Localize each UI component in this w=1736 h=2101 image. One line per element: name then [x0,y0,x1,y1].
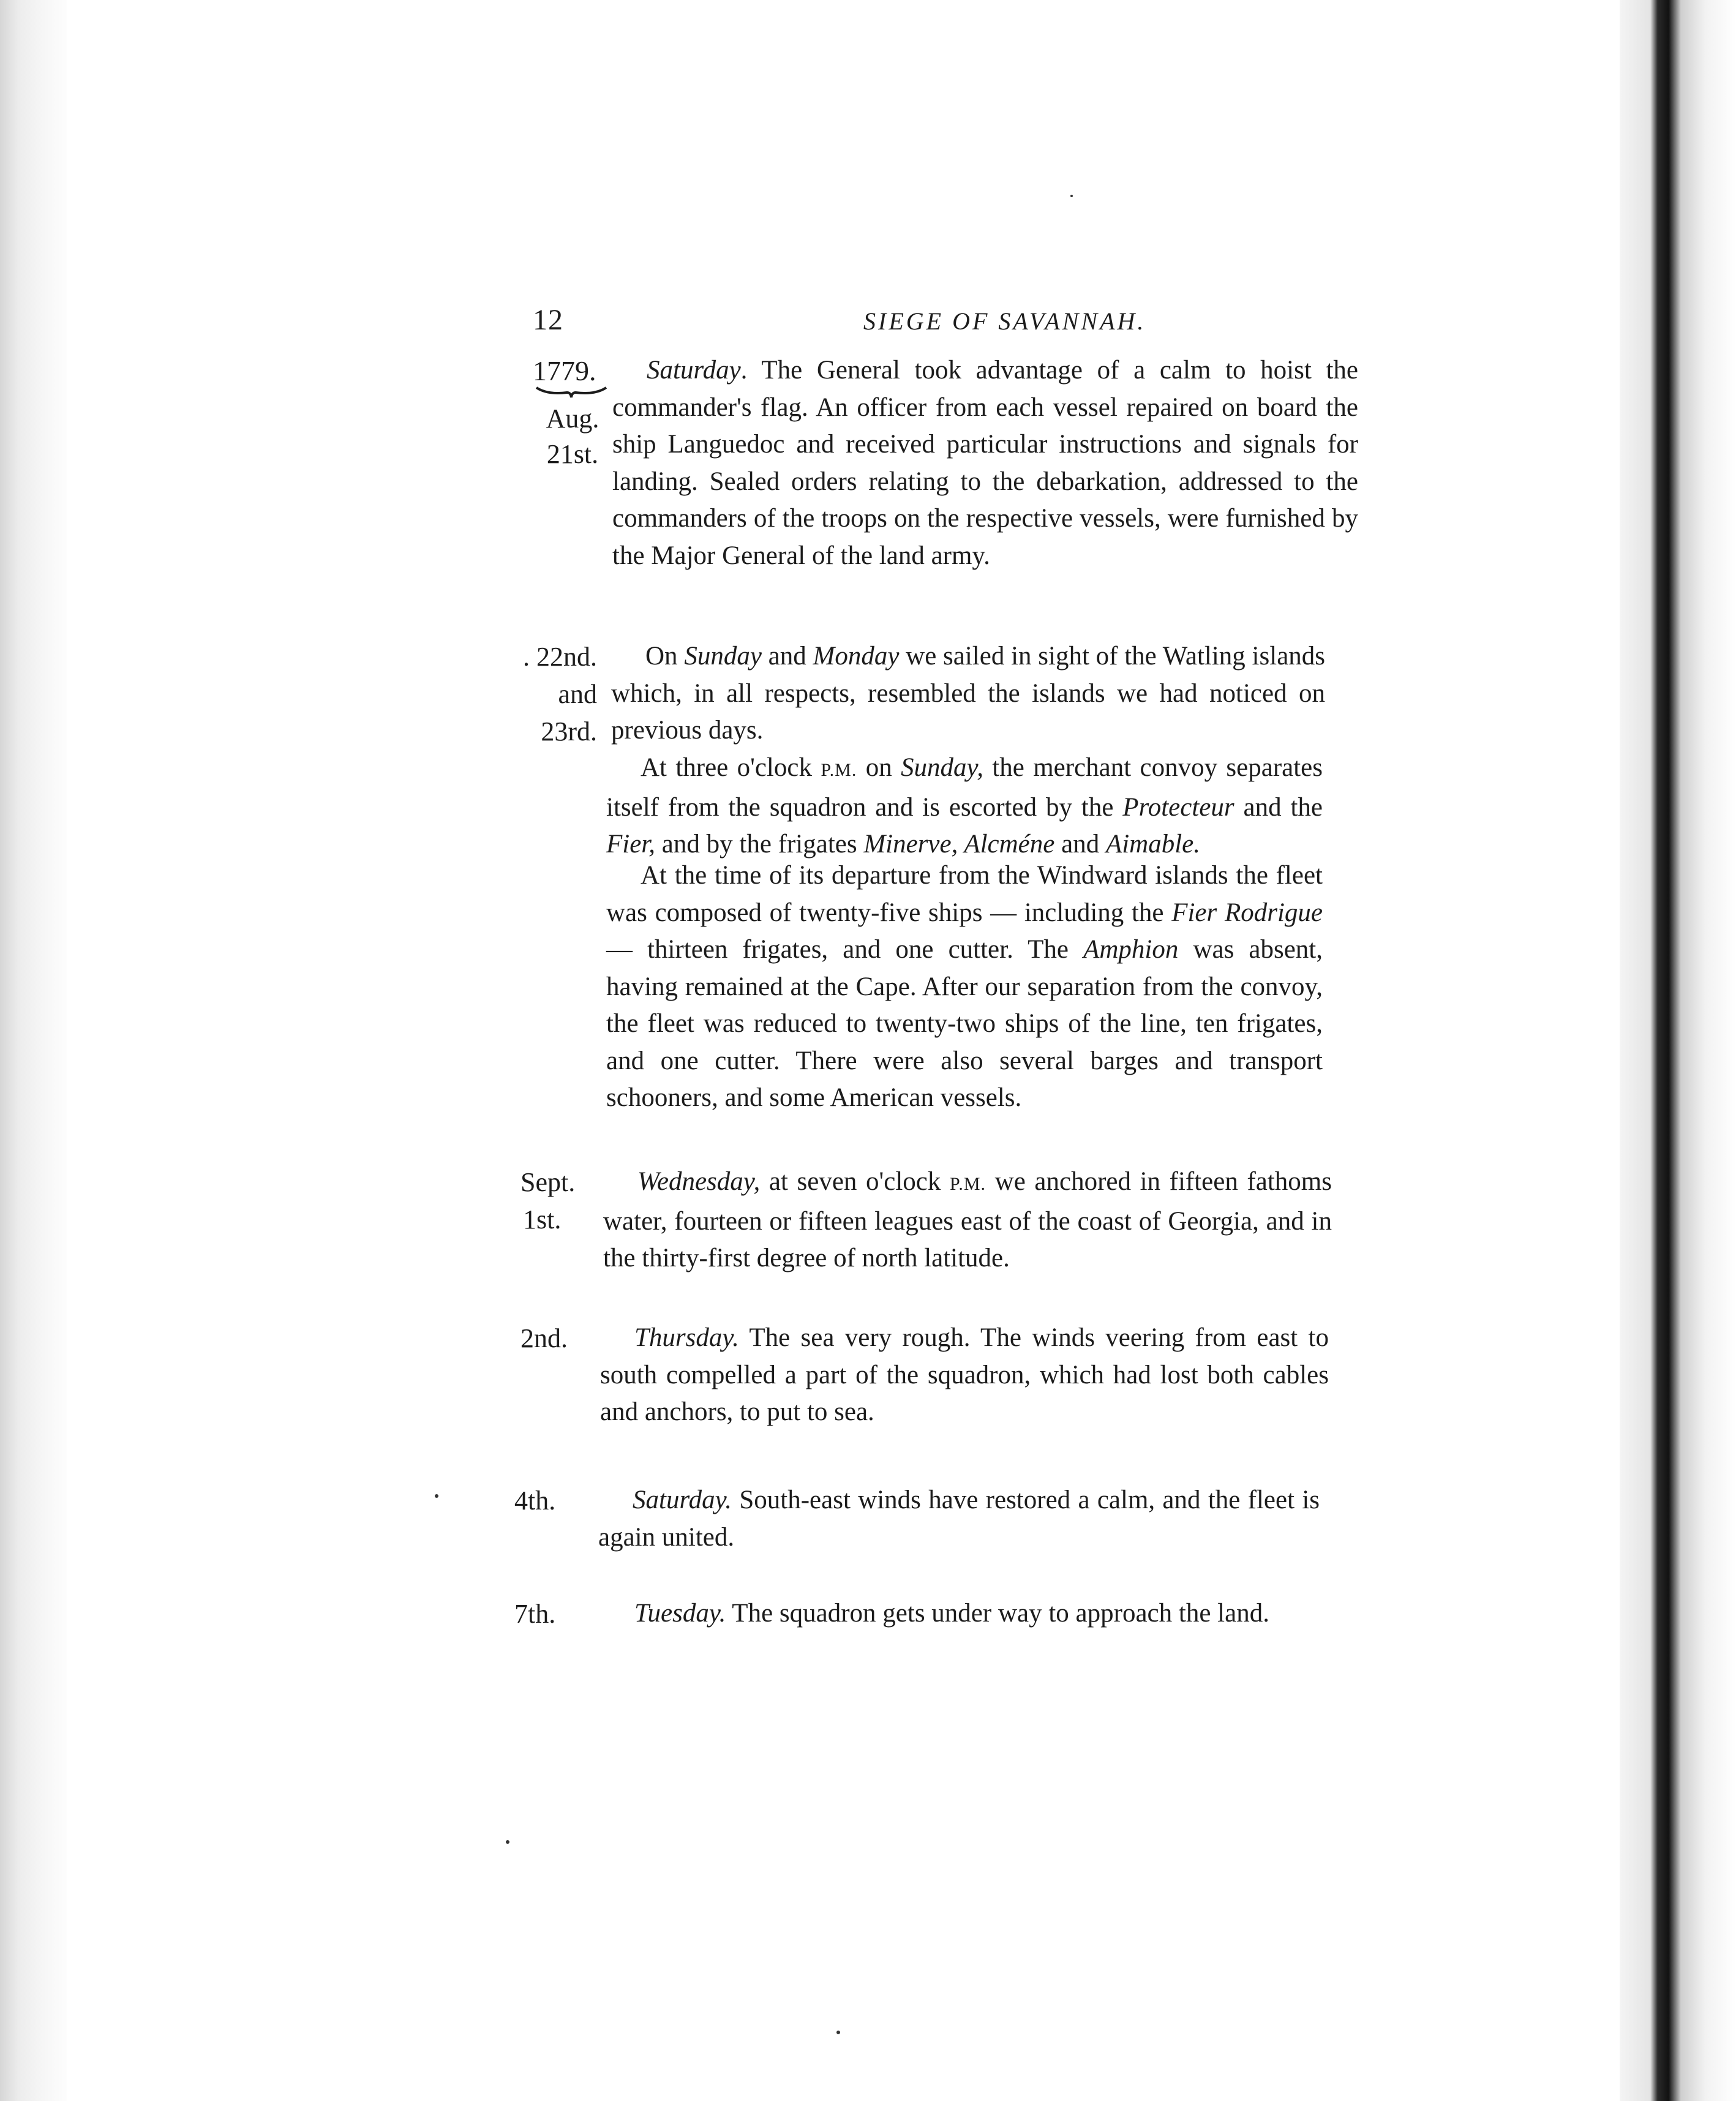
scan-speck [435,1494,438,1498]
italic-run: Minerve, Alcméne [863,830,1055,859]
text-run: and [761,642,813,671]
side-note-line: . 22nd. [523,642,597,672]
text-run: on [857,753,901,782]
paragraph [612,352,1358,574]
scan-speck [1070,195,1073,197]
paragraph [600,1320,1329,1431]
side-note [520,1320,582,1357]
text-run: the merchant convoy separates itself from the squadron and is escorted by the [606,753,1323,822]
side-note [514,1482,576,1519]
paragraph [600,1595,1329,1633]
text-run: . The General took advantage of a calm to hoist the commander's flag. An officer from each vessel repaired on board the ship Languedoc and received particular instructions and signals for landing. Sealed orders relating to the debarkation, addressed to the commanders of the troops on the respective vessels, were furnished by the Major General of the land army. [612,356,1358,570]
scan-speck [836,2031,840,2034]
text-run: we anchored in fifteen fathoms water, fourteen or fifteen leagues east of the coast of Georgia, and in the thirty-first degree of north latitude. [603,1167,1332,1272]
paragraph [603,1163,1332,1277]
italic-run: Sunday, [901,753,983,782]
side-note-line: Aug. [546,404,599,434]
text-run: and [1054,830,1106,859]
page-number: 12 [533,304,563,336]
text-run: South-east winds have restored a calm, and the fleet is again united. [598,1486,1320,1552]
italic-run: Saturday. [633,1486,732,1514]
text-run: at seven o'clock [760,1167,950,1196]
text-run: On [645,642,685,671]
text-run: — thirteen frigates, and one cutter. The [606,935,1084,964]
side-note-line: 2nd. [520,1323,568,1353]
brace-icon [535,385,607,399]
italic-run: Aimable. [1105,830,1201,859]
paragraph [606,857,1323,1117]
side-note [520,1163,582,1238]
side-note-year: 1779. [533,355,596,386]
entry-aug-21 [533,352,1451,597]
small-caps-run: P.M. [821,760,857,780]
text-run: The squadron gets under way to approach the land. [726,1599,1269,1628]
entry-sept-2 [520,1320,1451,1442]
side-note-line: 7th. [514,1599,556,1629]
entry-sept-7 [514,1595,1451,1644]
running-title: SIEGE OF SAVANNAH. [863,307,1146,335]
side-note-line: 23rd. [541,716,597,746]
text-run: and by the frigates [655,830,864,859]
italic-run: Amphion [1083,935,1179,964]
italic-run: Protecteur [1122,792,1234,822]
entry-sept-1 [520,1163,1451,1286]
entry-sept-4 [514,1482,1451,1568]
italic-run: Sunday [684,642,762,671]
italic-run: Monday [813,642,900,671]
side-note [533,352,612,487]
italic-run: Thursday. [634,1323,739,1352]
side-note-line: 21st. [546,439,599,469]
paragraph [611,638,1325,750]
scan-speck [506,1840,509,1844]
scan-left-margin-shadow [0,0,67,2101]
side-note-line: 4th. [514,1486,556,1516]
side-note-line: and [558,679,597,709]
italic-run: Fier, [606,830,656,859]
text-run: was absent, having remained at the Cape. After our separation from the convoy, the fleet was reduced to twenty-two ships of the line, ten frigates, and one cutter. There were also several barges and transport schooners, and some American vessels. [606,935,1323,1112]
italic-run: Saturday [647,356,741,385]
entry-aug-22-23 [502,638,1451,1116]
side-note-date [533,401,612,472]
text-run: we sailed in sight of the Watling islands which, in all respects, resembled the islands we had noticed on previous days. [611,642,1326,745]
scan-right-page-edge [1620,0,1736,2101]
italic-run: Wednesday, [637,1167,761,1196]
side-note [502,638,597,750]
text-run: At three o'clock [641,753,821,782]
small-caps-run: P.M. [950,1174,986,1194]
page-header [533,303,1451,346]
text-run: At the time of its departure from the Windward islands the fleet was composed of twenty-five ships — including the [606,861,1323,927]
paragraph [598,1482,1320,1556]
italic-run: Fier Rodrigue [1171,898,1323,927]
italic-run: Tuesday. [634,1599,726,1628]
side-note-line: Sept. [520,1167,576,1197]
text-run: The sea very rough. The winds veering from east to south compelled a part of the squadron, which had lost both cables and anchors, to put to sea. [600,1323,1329,1426]
paragraph [606,750,1323,863]
side-note-line: 1st. [523,1205,562,1235]
text-run: and the [1234,792,1323,822]
side-note [514,1595,576,1633]
